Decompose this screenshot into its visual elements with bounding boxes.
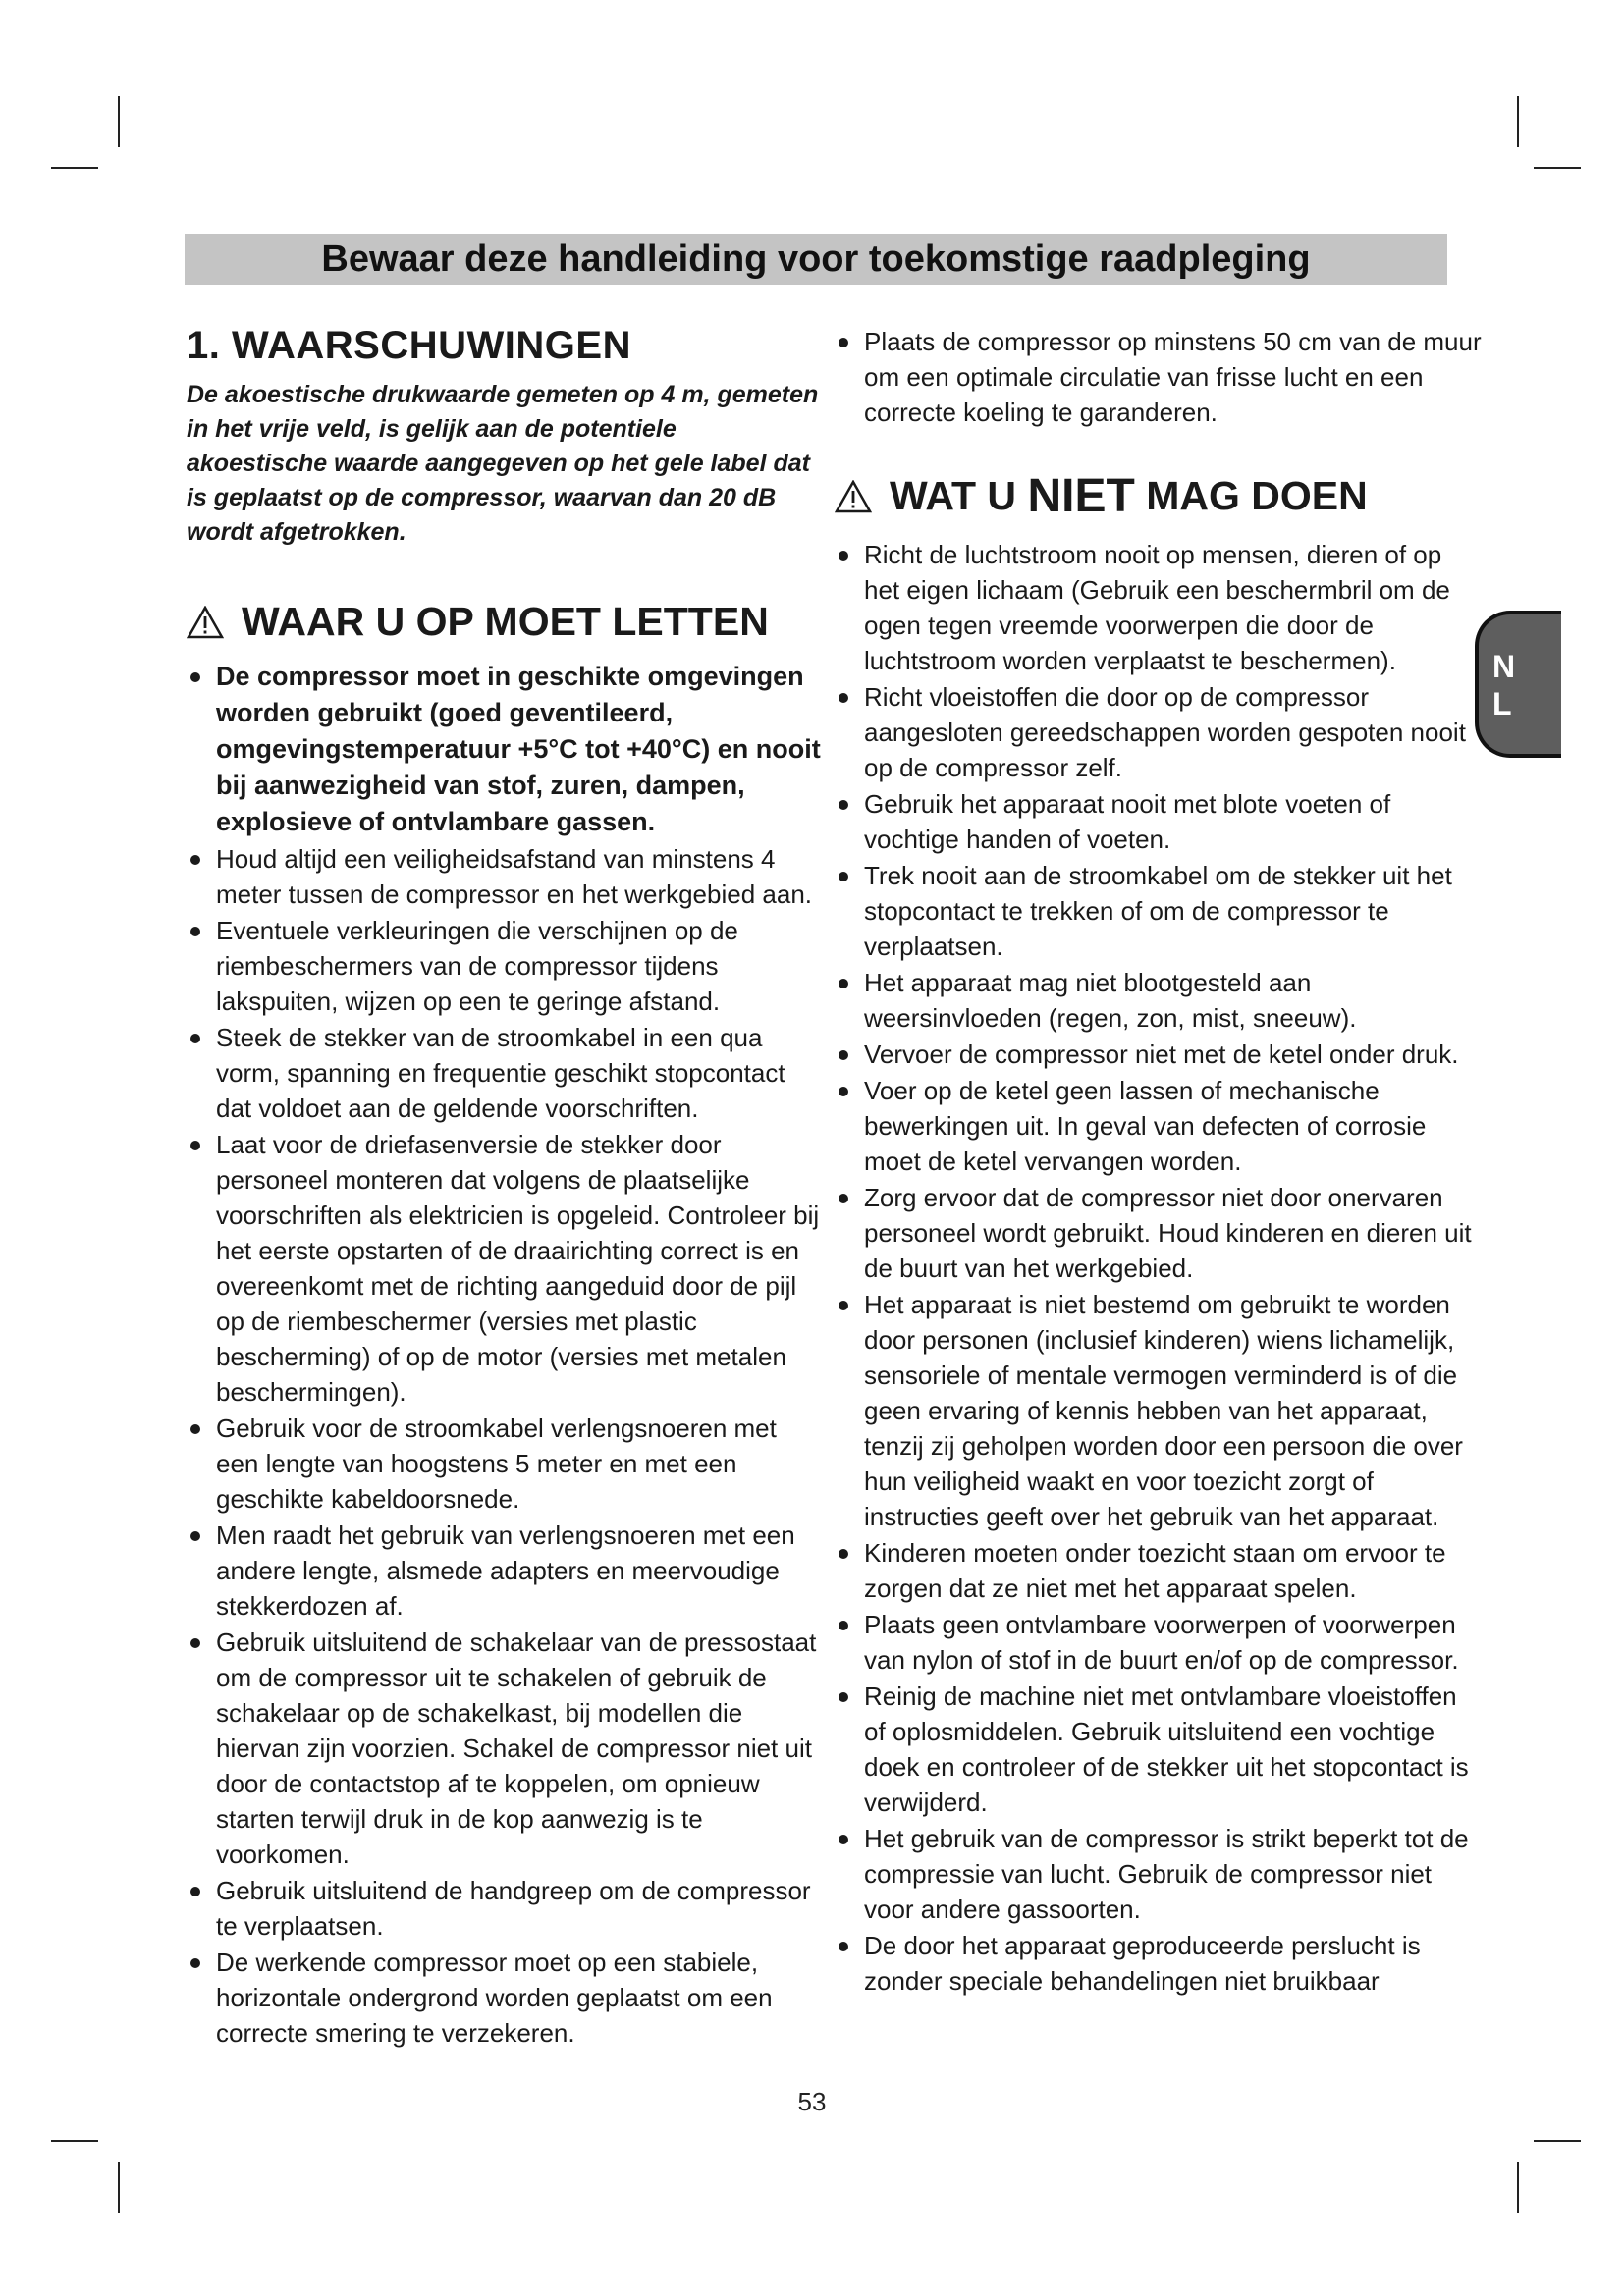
crop-mark (118, 2162, 120, 2213)
acoustic-intro: De akoestische drukwaarde gemeten op 4 m, gemeten in het vrije veld, is gelijk aan de potentiele akoestische waarde aangegeven op het gele label dat is geplaatst op de compressor, waarvan dan 20 dB wordt afgetrokken. (187, 381, 819, 546)
list-item: Het gebruik van de compressor is strikt beperkt tot de compressie van lucht. Gebruik de compressor niet voor andere gassoorten. (835, 1821, 1473, 1927)
list-item: Houd altijd een veiligheidsafstand van minstens 4 meter tussen de compressor en het werkgebied aan. (187, 841, 823, 912)
list-item: Zorg ervoor dat de compressor niet door onervaren personeel wordt gebruikt. Houd kinderen en dieren uit de buurt van het werkgebied. (835, 1180, 1473, 1286)
title-suffix: MAG DOEN (1146, 473, 1368, 518)
page-banner: Bewaar deze handleiding voor toekomstige raadpleging (185, 234, 1447, 285)
attention-list (187, 659, 823, 2051)
list-item: Kinderen moeten onder toezicht staan om ervoor te zorgen dat ze niet met het apparaat spelen. (835, 1535, 1473, 1606)
crop-mark (1517, 2162, 1519, 2213)
list-item: Men raadt het gebruik van verlengsnoeren met een andere lengte, alsmede adapters en meervoudige stekkerdozen af. (187, 1518, 823, 1624)
list-item: Gebruik voor de stroomkabel verlengsnoeren met een lengte van hoogstens 5 meter en met een geschikte kabeldoorsnede. (187, 1411, 823, 1517)
section-title-attention (187, 599, 823, 645)
list-item: Het apparaat is niet bestemd om gebruikt te worden door personen (inclusief kinderen) wiens lichamelijk, sensoriele of mentale vermogen verminderd is of die geen ervaring of kennis hebben van het apparaat, tenzij zij geholpen worden door een persoon die over hun veiligheid waakt en voor toezicht zorgt of instructies geeft over het gebruik van het apparaat. (835, 1287, 1473, 1534)
language-tab-letter: L (1492, 686, 1512, 721)
list-item: Trek nooit aan de stroomkabel om de stekker uit het stopcontact te trekken of om de compressor te verplaatsen. (835, 858, 1473, 964)
title-emphasis: NIET (1027, 470, 1135, 522)
warning-icon (187, 606, 224, 639)
list-item: Gebruik uitsluitend de handgreep om de compressor te verplaatsen. (187, 1873, 823, 1944)
language-tab (1475, 611, 1561, 758)
section-title-do-not (835, 469, 1561, 523)
crop-mark (51, 2140, 98, 2142)
list-item: De werkende compressor moet op een stabiele, horizontale ondergrond worden geplaatst om een correcte smering te verzekeren. (187, 1945, 823, 2051)
crop-mark (1534, 2140, 1581, 2142)
warning-icon (835, 480, 872, 513)
list-item: Richt vloeistoffen die door op de compressor aangesloten gereedschappen worden gespoten nooit op de compressor zelf. (835, 679, 1473, 785)
list-item: Gebruik uitsluitend de schakelaar van de pressostaat om de compressor uit te schakelen of gebruik de schakelaar op de schakelkast, bij modellen die hiervan zijn voorzien. Schakel de compressor niet uit door de contactstop af te koppelen, om opnieuw starten terwijl druk in de kop aanwezig is te voorkomen. (187, 1625, 823, 1872)
list-item: Plaats de compressor op minstens 50 cm van de muur om een optimale circulatie van frisse lucht en een correcte koeling te garanderen. (835, 324, 1483, 430)
language-tab-letter: N (1492, 649, 1516, 684)
list-item: Laat voor de driefasenversie de stekker door personeel monteren dat volgens de plaatselijke voorschriften als elektricien is opgeleid. Controleer bij het eerste opstarten of de draairichting correct is en overeenkomt met de richting aangeduid door de pijl op de riembeschermer (versies met plastic bescherming) of op de motor (versies met metalen beschermingen). (187, 1127, 823, 1410)
crop-mark (51, 167, 98, 169)
left-column (187, 324, 823, 2052)
list-item: Gebruik het apparaat nooit met blote voeten of vochtige handen of voeten. (835, 786, 1473, 857)
title-prefix: WAT U (890, 473, 1017, 518)
list-item: Het apparaat mag niet blootgesteld aan weersinvloeden (regen, zon, mist, sneeuw). (835, 965, 1473, 1036)
list-item: Voer op de ketel geen lassen of mechanische bewerkingen uit. In geval van defecten of corrosie moet de ketel vervangen worden. (835, 1073, 1473, 1179)
list-item: Steek de stekker van de stroomkabel in een qua vorm, spanning en frequentie geschikt stopcontact dat voldoet aan de geldende voorschriften. (187, 1020, 823, 1126)
list-item: Vervoer de compressor niet met de ketel onder druk. (835, 1037, 1473, 1072)
list-item: Plaats geen ontvlambare voorwerpen of voorwerpen van nylon of stof in de buurt en/of op de compressor. (835, 1607, 1473, 1678)
list-item: Richt de luchtstroom nooit op mensen, dieren of op het eigen lichaam (Gebruik een beschermbril om de ogen tegen vreemde voorwerpen die door de luchtstroom worden verplaatst te beschermen). (835, 537, 1473, 678)
list-item: Reinig de machine niet met ontvlambare vloeistoffen of oplosmiddelen. Gebruik uitsluitend een vochtige doek en controleer of de stekker uit het stopcontact is verwijderd. (835, 1679, 1473, 1820)
crop-mark (1534, 167, 1581, 169)
do-not-list (835, 537, 1473, 1999)
crop-mark (118, 96, 120, 147)
section-title-attention-text: WAAR U OP MOET LETTEN (242, 599, 769, 644)
placement-list (835, 324, 1483, 430)
right-column (835, 324, 1561, 2000)
section-title-warnings: 1. WAARSCHUWINGEN (187, 324, 631, 367)
list-item: De door het apparaat geproduceerde perslucht is zonder speciale behandelingen niet bruikbaar (835, 1928, 1473, 1999)
page-number: 53 (797, 2087, 827, 2116)
crop-mark (1517, 96, 1519, 147)
list-item: Eventuele verkleuringen die verschijnen op de riembeschermers van de compressor tijdens lakspuiten, wijzen op een te geringe afstand. (187, 913, 823, 1019)
list-item: De compressor moet in geschikte omgevingen worden gebruikt (goed geventileerd, omgevingstemperatuur +5°C tot +40°C) en nooit bij aanwezigheid van stof, zuren, dampen, explosieve of ontvlambare gassen. (187, 659, 823, 840)
